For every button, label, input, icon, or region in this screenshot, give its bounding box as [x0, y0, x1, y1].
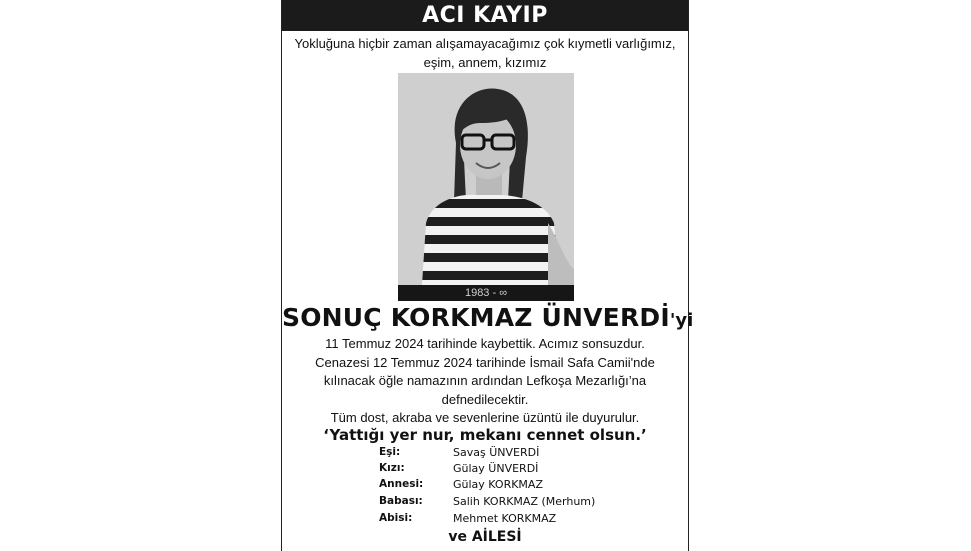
portrait-photo: [398, 73, 574, 301]
relative-role: Annesi:: [379, 478, 424, 490]
relative-name: Salih KORKMAZ (Merhum): [453, 495, 596, 508]
header-bar: [282, 0, 688, 31]
relative-row: [282, 478, 688, 494]
name-suffix: 'yi: [669, 310, 694, 331]
deceased-name: SONUÇ KORKMAZ ÜNVERDİ: [282, 303, 670, 332]
relative-role: Eşi:: [379, 446, 401, 458]
relative-name: Mehmet KORKMAZ: [453, 512, 557, 525]
relative-row: [282, 462, 688, 478]
years-label: 1983 - ∞: [398, 285, 574, 301]
message-line-5: Tüm dost, akraba ve sevenlerine üzüntü ile duyurulur.: [330, 410, 640, 425]
relative-row: [282, 446, 688, 462]
portrait-illustration: [398, 73, 574, 285]
relative-role: Kızı:: [379, 462, 405, 474]
relative-name: Gülay KORKMAZ: [453, 478, 543, 491]
relative-name: Savaş ÜNVERDİ: [453, 446, 540, 459]
intro-line-2: eşim, annem, kızımız: [423, 55, 547, 70]
prayer-quote: ‘Yattığı yer nur, mekanı cennet olsun.’: [323, 426, 647, 444]
message-line-2: Cenazesi 12 Temmuz 2024 tarihinde İsmail Safa Camii'nde: [315, 354, 655, 370]
deceased-name-line: [282, 303, 694, 332]
message-line-4: defnedilecektir.: [441, 391, 529, 407]
message-line-1: 11 Temmuz 2024 tarihinde kaybettik. Acımız sonsuzdur.: [325, 336, 645, 351]
relative-name: Gülay ÜNVERDİ: [453, 462, 539, 475]
message-line-3: kılınacak öğle namazının ardından Lefkoşa Mezarlığı’na: [323, 373, 647, 388]
relative-role: Abisi:: [379, 512, 413, 524]
relative-row: [282, 495, 688, 511]
intro-text: [282, 34, 688, 72]
intro-line-1: Yokluğuna hiçbir zaman alışamayacağımız çok kıymetli varlığımız,: [294, 36, 676, 51]
obituary-notice: [281, 0, 694, 551]
relative-role: Babası:: [379, 495, 423, 507]
announcement-text: [282, 335, 688, 428]
relative-row: [282, 512, 688, 528]
family-signature: ve AİLESİ: [448, 529, 522, 545]
header-title: ACI KAYIP: [422, 3, 548, 28]
